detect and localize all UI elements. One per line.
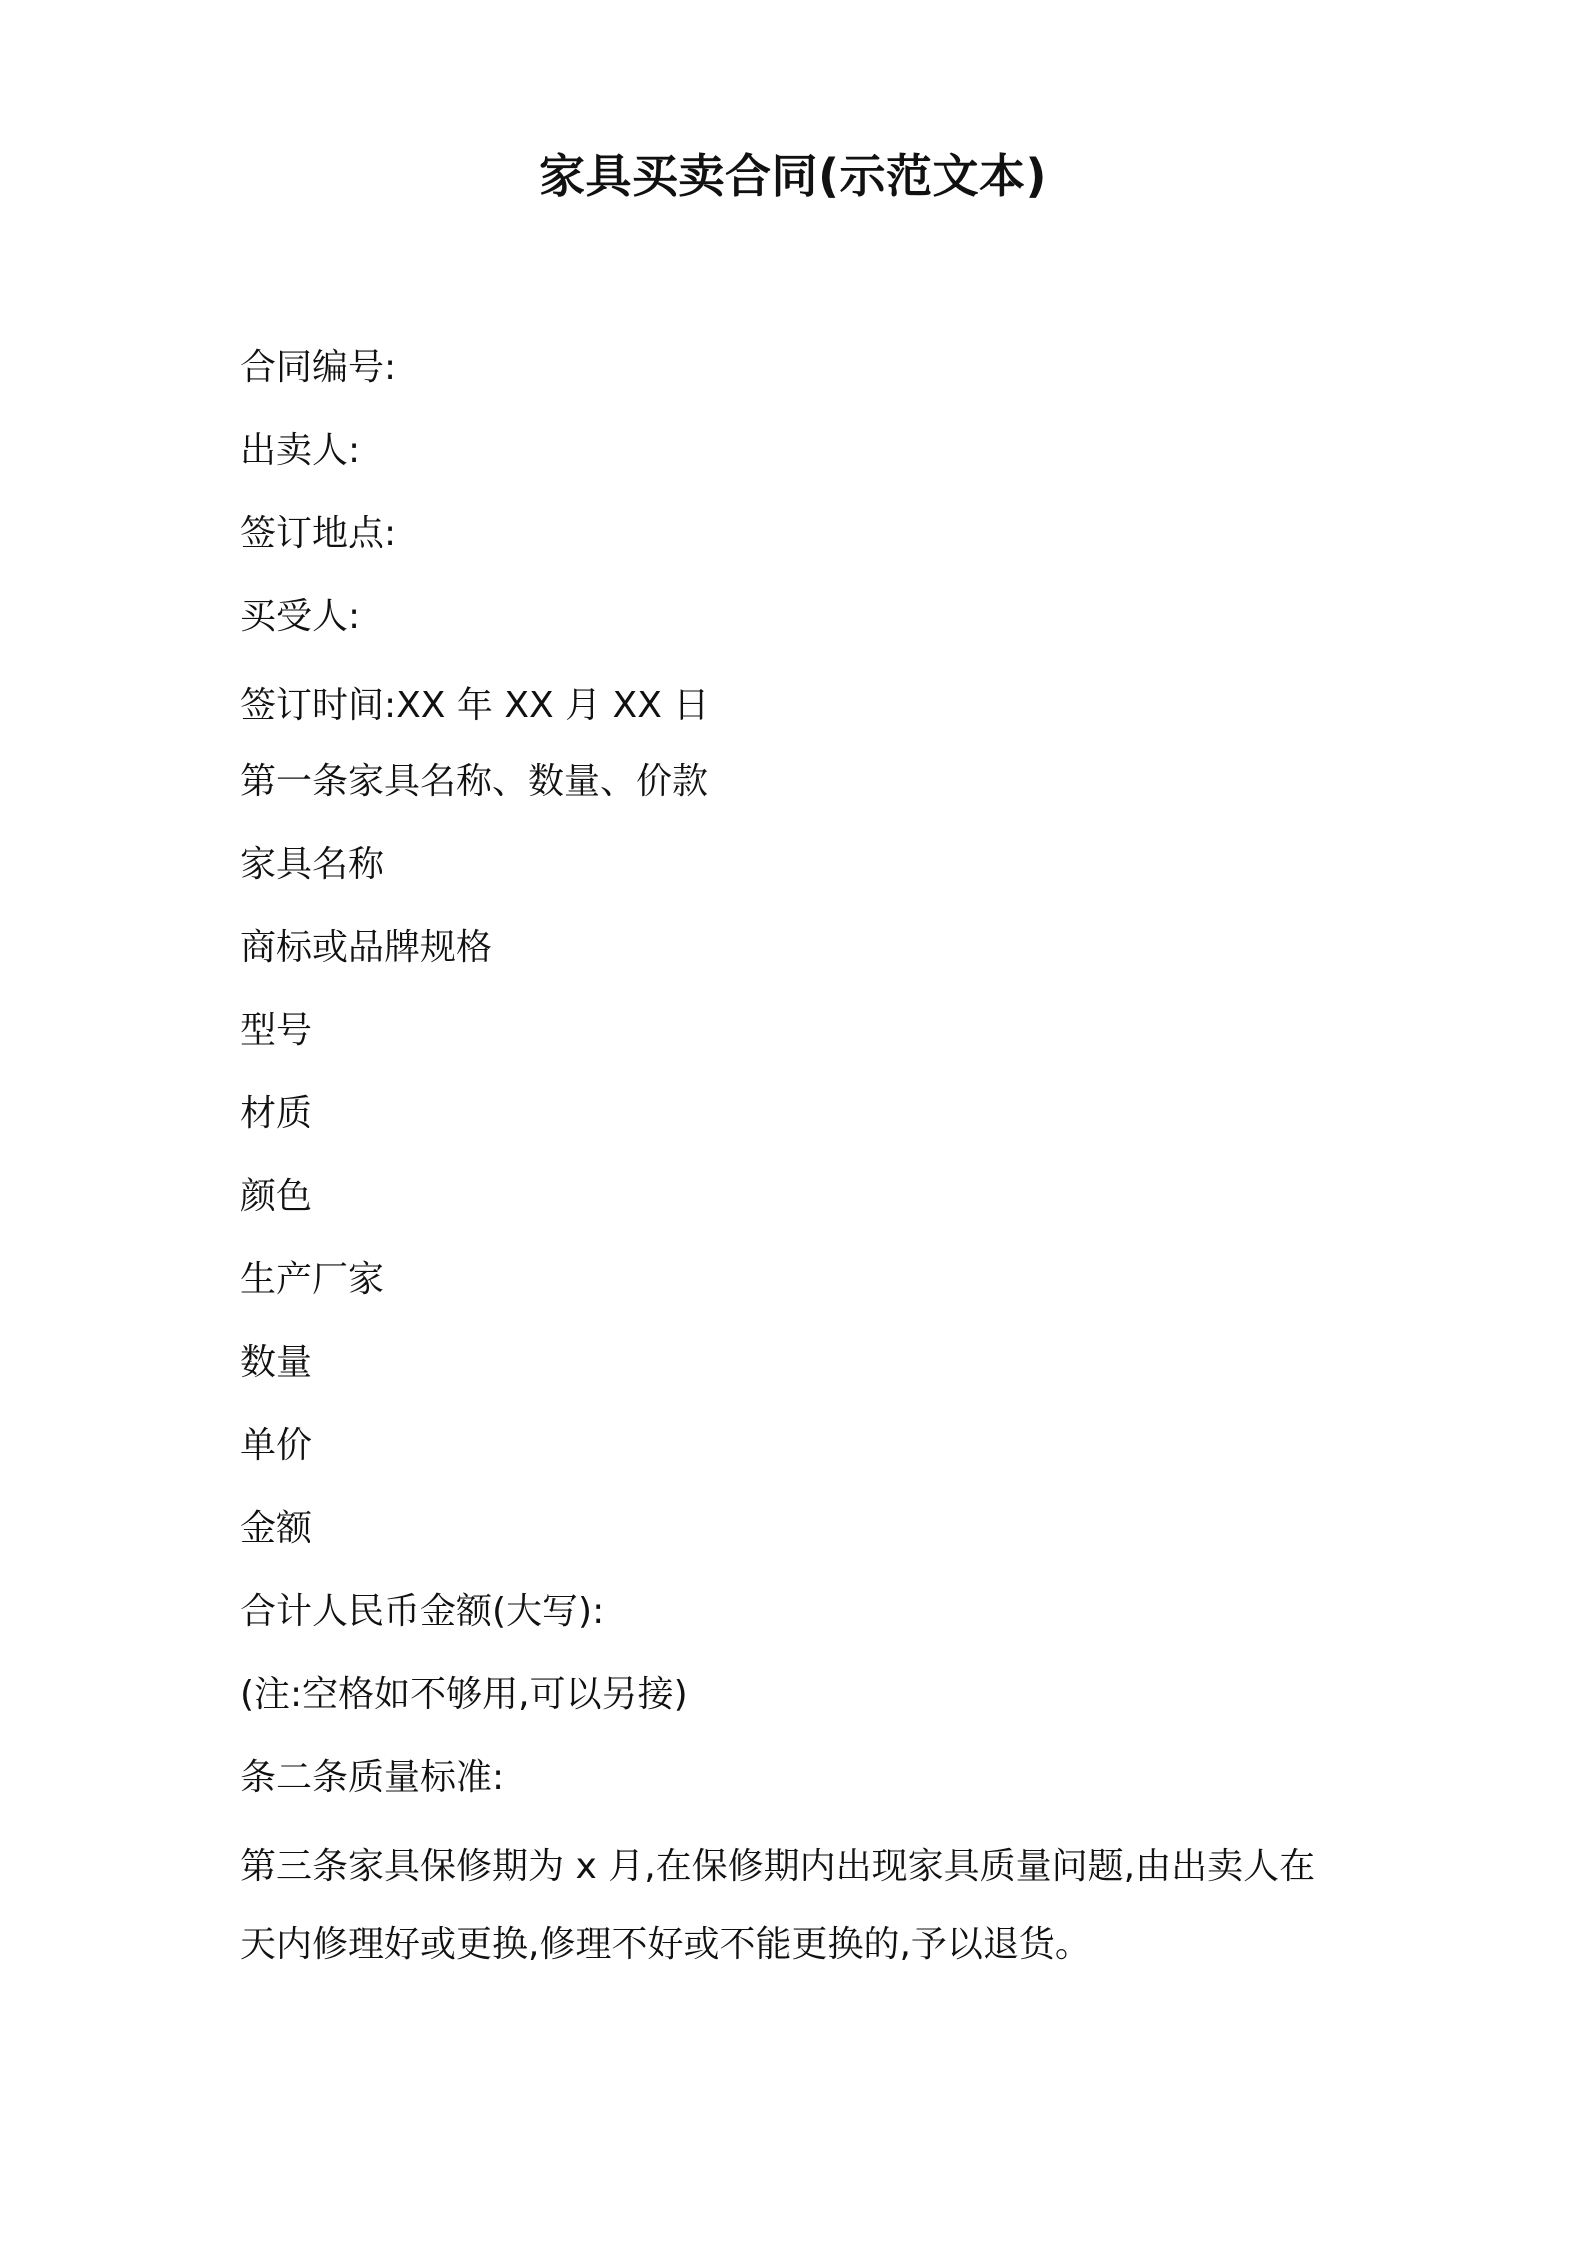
article-1-heading: 第一条家具名称、数量、价款 (240, 761, 709, 802)
article-3-line-1: 第三条家具保修期为 x 月,在保修期内出现家具质量问题,由出卖人在 (240, 1846, 1316, 1887)
article-1-item: 颜色 (240, 1176, 313, 1217)
article-1-item: 家具名称 (240, 844, 385, 885)
article-2-heading: 条二条质量标准: (240, 1757, 505, 1798)
seller-field: 出卖人: (240, 430, 361, 471)
article-1-item: 生产厂家 (240, 1259, 385, 1300)
contract-number-field: 合同编号: (240, 347, 397, 388)
article-1-item: 单价 (240, 1425, 313, 1466)
article-3-line-2: 天内修理好或更换,修理不好或不能更换的,予以退货。 (240, 1924, 1091, 1965)
signing-time-field: 签订时间:XX 年 XX 月 XX 日 (240, 685, 710, 726)
article-1-item: 数量 (240, 1342, 313, 1383)
article-1-item: 商标或品牌规格 (240, 927, 493, 968)
article-1-item: 材质 (240, 1093, 313, 1134)
total-amount-field: 合计人民币金额(大写): (240, 1591, 605, 1632)
article-1-item: 型号 (240, 1010, 313, 1051)
article-1-item: 金额 (240, 1508, 313, 1549)
note-text: (注:空格如不够用,可以另接) (240, 1674, 688, 1715)
buyer-field: 买受人: (240, 596, 361, 637)
document-title: 家具买卖合同(示范文本) (538, 149, 1048, 203)
signing-place-field: 签订地点: (240, 513, 397, 554)
